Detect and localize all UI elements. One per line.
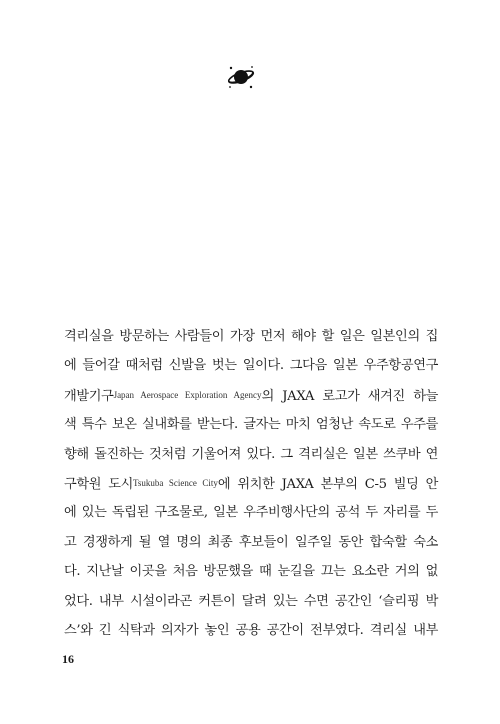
gloss-note: Tsukuba Science City — [133, 477, 218, 488]
text-line: 구학원 도시Tsukuba Science City에 위치한 JAXA 본부의 C-5 빌딩 안 — [64, 476, 438, 492]
planet-with-stars-icon — [226, 62, 256, 92]
text-line: 다. 지난날 이곳을 처음 방문했을 때 눈길을 끄는 요소란 거의 없 — [64, 564, 438, 580]
text-line: 었다. 내부 시설이라곤 커튼이 달려 있는 수면 공간인 ‘슬리핑 박 — [64, 593, 438, 609]
page-number: 16 — [62, 652, 74, 666]
body-paragraph — [64, 322, 438, 645]
text-line: 향해 돌진하는 것처럼 기울어져 있다. 그 격리실은 일본 쓰쿠바 연 — [64, 446, 438, 462]
text-line: 격리실을 방문하는 사람들이 가장 먼저 해야 할 일은 일본인의 집 — [64, 329, 438, 344]
text-line: 에 있는 독립된 구조물로, 일본 우주비행사단의 공석 두 자리를 두 — [64, 505, 438, 521]
gloss-note: Japan Aerospace Exploration Agency — [113, 389, 262, 400]
text-line: 개발기구Japan Aerospace Exploration Agency의 JAXA 로고가 새겨진 하늘 — [64, 388, 438, 404]
text-line: 에 들어갈 때처럼 신발을 벗는 일이다. 그다음 일본 우주항공연구 — [64, 358, 438, 374]
text-line: 색 특수 보온 실내화를 받는다. 글자는 마치 엄청난 속도로 우주를 — [64, 417, 438, 433]
text-line: 스’와 긴 식탁과 의자가 놓인 공용 공간이 전부였다. 격리실 내부 — [64, 622, 438, 638]
text-line: 고 경쟁하게 될 열 명의 최종 후보들이 일주일 동안 합숙할 숙소 — [64, 534, 438, 550]
